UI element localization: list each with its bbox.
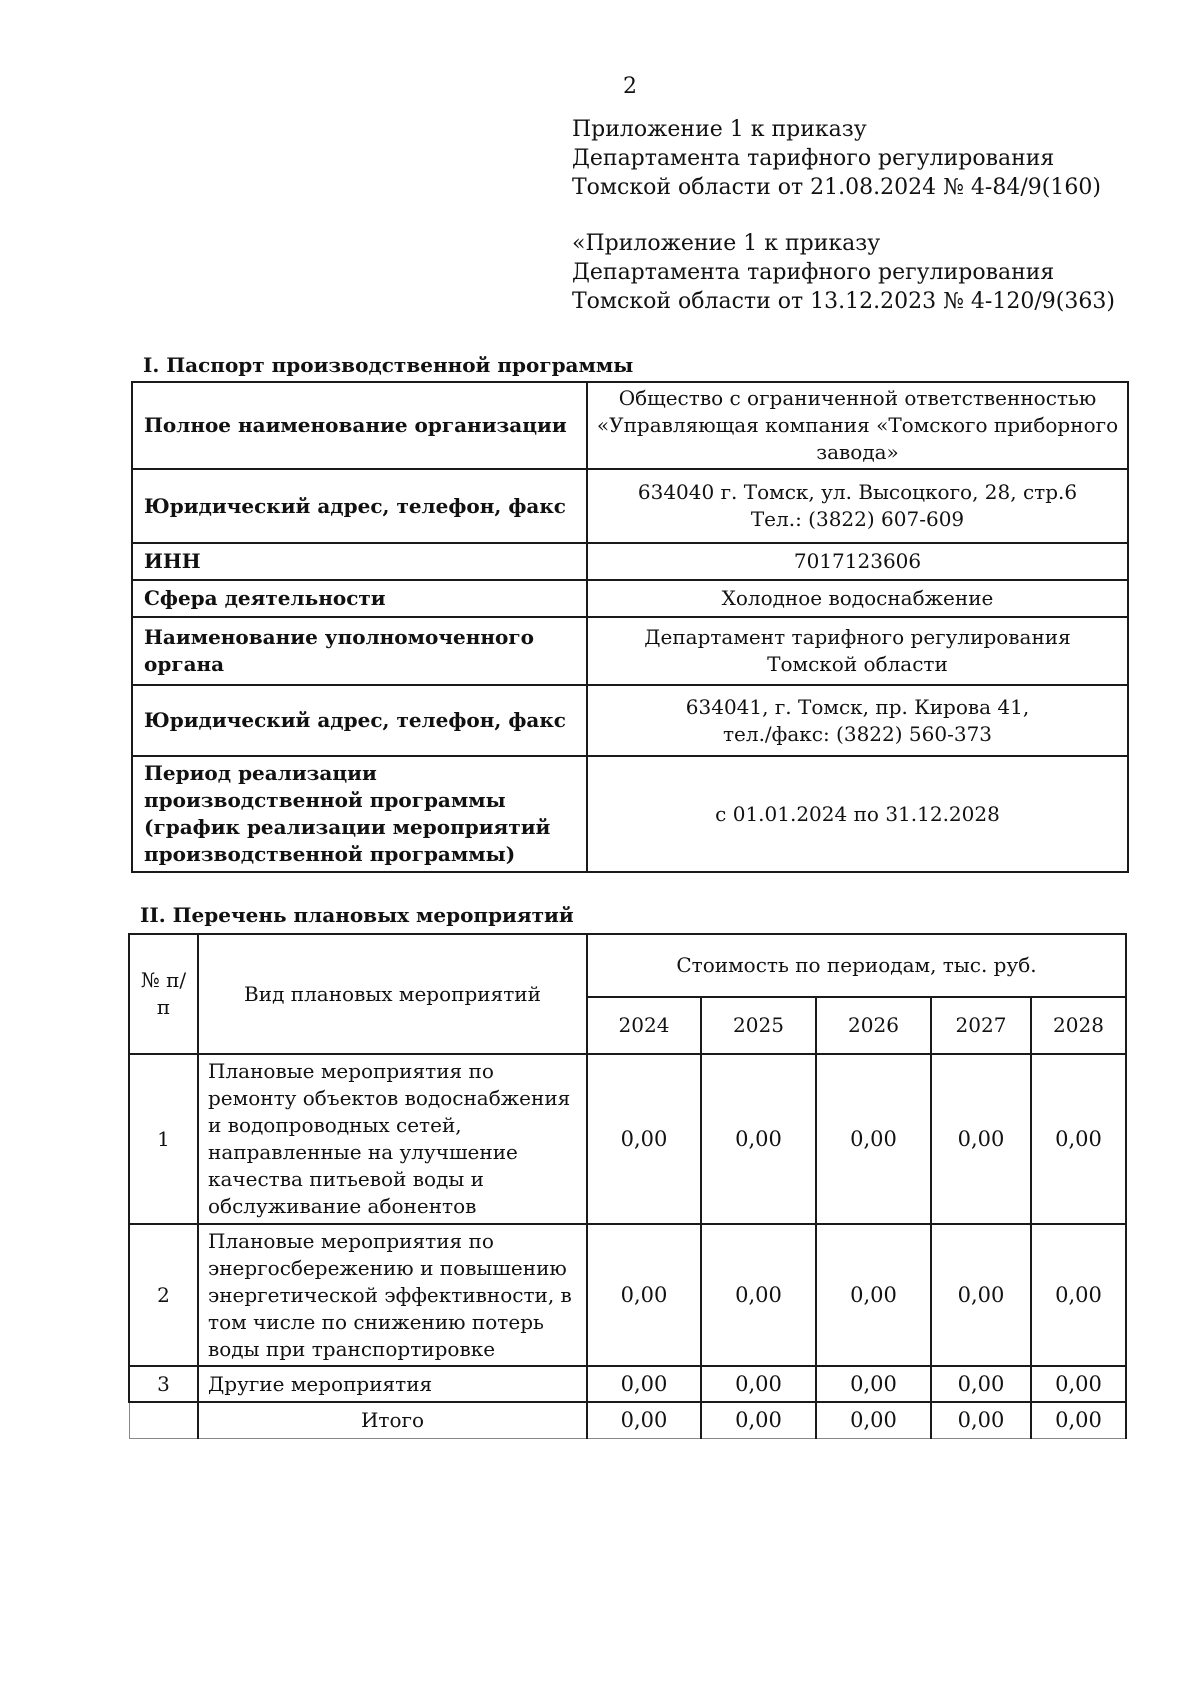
row-label: Юридический адрес, телефон, факс [132, 685, 587, 756]
row-value: с 01.01.2024 по 31.12.2028 [587, 756, 1128, 872]
row-value: 0,00 [587, 1054, 701, 1224]
row-desc: Плановые мероприятия по энергосбережению и повышению энергетической эффективности, в том числе по снижению потерь воды при транспортировке [198, 1224, 587, 1366]
appendix-header-line: Приложение 1 к приказу [572, 117, 867, 142]
total-row [129, 1402, 1126, 1438]
row-label: Юридический адрес, телефон, факс [132, 469, 587, 543]
header-year: 2028 [1031, 997, 1126, 1054]
total-value: 0,00 [701, 1402, 816, 1438]
table-row [132, 543, 1128, 580]
row-value: 0,00 [931, 1054, 1031, 1224]
row-value: 0,00 [701, 1224, 816, 1366]
row-value: 0,00 [931, 1366, 1031, 1402]
total-empty-cell [129, 1402, 198, 1438]
row-value-line: тел./факс: (3822) 560-373 [722, 721, 993, 746]
total-value: 0,00 [587, 1402, 701, 1438]
row-value [587, 469, 1128, 543]
appendix-original-line: Томской области от 13.12.2023 № 4-120/9(363) [572, 289, 1115, 314]
row-value [587, 685, 1128, 756]
header-year: 2027 [931, 997, 1031, 1054]
row-num: 3 [129, 1366, 198, 1402]
row-value [587, 617, 1128, 685]
table-row [132, 580, 1128, 617]
row-value: Общество с ограниченной ответственностью «Управляющая компания «Томского приборного завода» [587, 382, 1128, 469]
table-row [132, 685, 1128, 756]
row-value-line: 634040 г. Томск, ул. Высоцкого, 28, стр.6 [637, 480, 1078, 504]
table-row [132, 382, 1128, 469]
row-value: 0,00 [816, 1054, 931, 1224]
row-value: 0,00 [816, 1366, 931, 1402]
passport-table [131, 381, 1129, 873]
row-value-line: Департамент тарифного регулирования [644, 625, 1071, 649]
row-num: 1 [129, 1054, 198, 1224]
table-header-row [129, 934, 1126, 997]
header-num: № п/п [129, 934, 198, 1054]
row-value: 0,00 [931, 1224, 1031, 1366]
table-row [132, 617, 1128, 685]
section1-title: I. Паспорт производственной программы [143, 353, 634, 377]
table-row [132, 756, 1128, 872]
appendix-header-line: Департамента тарифного регулирования [572, 146, 1055, 171]
row-value: 0,00 [1031, 1224, 1126, 1366]
row-value-line: Тел.: (3822) 607-609 [750, 507, 965, 531]
row-value: 0,00 [587, 1224, 701, 1366]
row-label: ИНН [132, 543, 587, 580]
appendix-header [572, 115, 1101, 202]
row-label: Сфера деятельности [132, 580, 587, 617]
header-year: 2025 [701, 997, 816, 1054]
row-label: Наименование уполномоченного органа [132, 617, 587, 685]
header-kind: Вид плановых мероприятий [198, 934, 587, 1054]
row-value: 0,00 [1031, 1366, 1126, 1402]
row-label: Период реализации производственной программы (график реализации мероприятий производственной программы) [132, 756, 587, 872]
table-row [129, 1054, 1126, 1224]
header-year: 2024 [587, 997, 701, 1054]
appendix-original-line: Департамента тарифного регулирования [572, 260, 1055, 285]
row-value: 0,00 [701, 1366, 816, 1402]
total-label: Итого [198, 1402, 587, 1438]
header-cost: Стоимость по периодам, тыс. руб. [587, 934, 1126, 997]
row-value-line: Томской области [767, 652, 948, 676]
row-value: 0,00 [1031, 1054, 1126, 1224]
table-row [129, 1224, 1126, 1366]
total-value: 0,00 [1031, 1402, 1126, 1438]
row-value: 0,00 [587, 1366, 701, 1402]
row-desc: Плановые мероприятия по ремонту объектов водоснабжения и водопроводных сетей, направленные на улучшение качества питьевой воды и обслуживание абонентов [198, 1054, 587, 1224]
appendix-original [572, 229, 1115, 316]
row-num: 2 [129, 1224, 198, 1366]
row-desc: Другие мероприятия [198, 1366, 587, 1402]
total-value: 0,00 [816, 1402, 931, 1438]
total-value: 0,00 [931, 1402, 1031, 1438]
row-value-line: 634041, г. Томск, пр. Кирова 41, [685, 694, 1030, 719]
table-row [129, 1366, 1126, 1402]
row-value: 0,00 [816, 1224, 931, 1366]
measures-table [128, 933, 1127, 1439]
page-number: 2 [623, 74, 637, 99]
row-label: Полное наименование организации [132, 382, 587, 469]
row-value: 0,00 [701, 1054, 816, 1224]
header-year: 2026 [816, 997, 931, 1054]
appendix-original-line: «Приложение 1 к приказу [572, 231, 881, 256]
table-row [132, 469, 1128, 543]
appendix-header-line: Томской области от 21.08.2024 № 4-84/9(160) [572, 175, 1101, 200]
row-value: Холодное водоснабжение [587, 580, 1128, 617]
section2-title: II. Перечень плановых мероприятий [140, 903, 574, 927]
row-value: 7017123606 [587, 543, 1128, 580]
